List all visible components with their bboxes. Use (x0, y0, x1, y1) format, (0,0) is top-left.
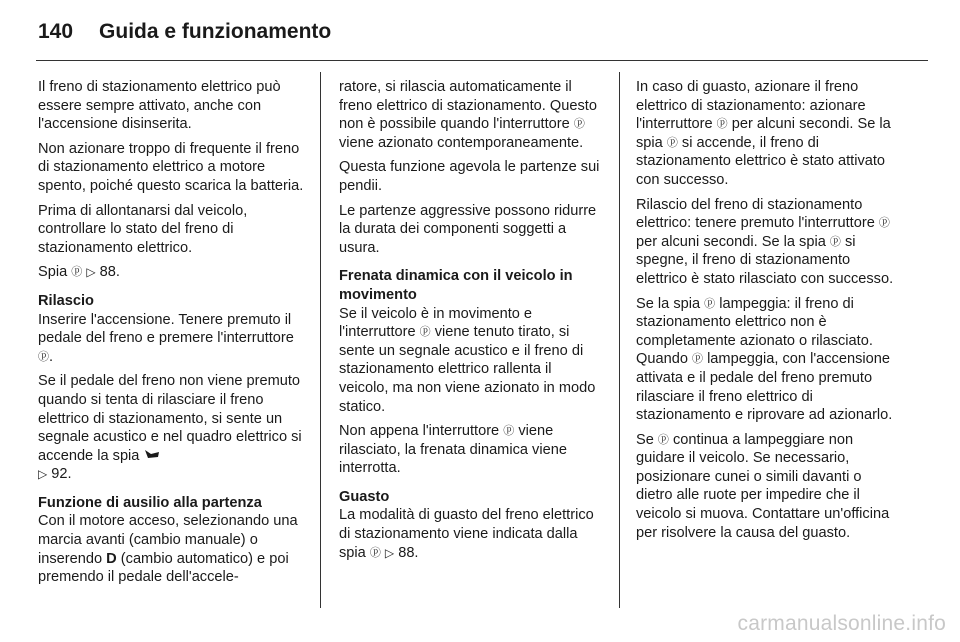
text: Se il pedale del freno non viene premuto quando si tenta di rilasciare il freno elettrico di stazionamento, si sente un segnale acustico e nel quadro elettrico si accende la spia (38, 373, 302, 464)
paragraph (38, 263, 304, 282)
column-3 (636, 78, 902, 548)
text: 88. (398, 544, 419, 561)
text: lampeggia, con l'accensione attivata e il pedale del freno premuto rilasciare il freno elettrico di stazionamento e riprovare ad azionarlo. (636, 351, 893, 424)
text: Con il motore acceso, selezionando una marcia avanti (cambio manuale) o inserendo (38, 513, 298, 567)
page-header (38, 14, 331, 50)
text: Rilascio del freno di stazionamento elettrico: tenere premuto l'interruttore (636, 196, 875, 232)
text: si spegne, il freno di stazionamento elettrico è stato rilasciato con successo. (636, 233, 894, 287)
warning-light-icon (143, 448, 161, 464)
parking-brake-icon: ⓟ (71, 266, 83, 279)
text-bold: D (106, 550, 117, 567)
paragraph (636, 196, 902, 289)
parking-brake-icon: ⓟ (829, 235, 841, 248)
text: Inserire l'accensione. Tenere premuto il pedale del freno e premere l'interruttore (38, 311, 294, 347)
parking-brake-icon: ⓟ (666, 136, 678, 149)
text: ratore, si rilascia automaticamente il freno elettrico di stazionamento. Questo non è possibile quando l'interruttore (339, 79, 597, 133)
text: Spia (38, 264, 68, 281)
section-heading-rilascio: Rilascio (38, 292, 94, 309)
text: Se (636, 431, 654, 448)
paragraph (38, 311, 304, 367)
fault-warning-icon: ⓟ (369, 546, 381, 559)
parking-brake-icon: ⓟ (704, 297, 716, 310)
parking-brake-icon: ⓟ (878, 217, 890, 230)
paragraph (636, 78, 902, 190)
paragraph (339, 78, 605, 152)
text: per alcuni secondi. Se la spia (636, 233, 826, 250)
text: Non appena l'interruttore (339, 423, 500, 440)
text: Se la spia (636, 295, 701, 312)
section-heading-guasto: Guasto (339, 488, 390, 505)
page-reference-icon: ▷ (384, 545, 395, 560)
page-number: 140 (38, 20, 74, 43)
text: In caso di guasto, azionare il freno elettrico di stazionamento: azionare l'interruttore (636, 79, 866, 133)
paragraph: Questa funzione agevola le partenze sui pendii. (339, 159, 600, 194)
text: (cambio automatico) e poi premendo il pedale dell'accele- (38, 550, 289, 586)
paragraph: Non azionare troppo di frequente il freno di stazionamento elettrico a motore spento, poiché questo scarica la batteria. (38, 140, 304, 194)
paragraph (38, 372, 304, 484)
column-1 (38, 78, 304, 593)
page-reference-icon: ▷ (86, 265, 96, 280)
parking-brake-icon: ⓟ (419, 326, 431, 339)
text: Se il veicolo è in movimento e l'interruttore (339, 305, 533, 341)
column-divider-2 (619, 72, 620, 608)
parking-brake-icon: ⓟ (503, 425, 515, 438)
text: 92. (51, 466, 72, 483)
section-heading-frenata: Frenata dinamica con il veicolo in movimento (339, 268, 573, 303)
parking-brake-icon: ⓟ (716, 118, 728, 131)
text: viene rilasciato, la frenata dinamica viene interrotta. (339, 423, 567, 477)
parking-brake-icon: ⓟ (573, 118, 585, 131)
text: per alcuni secondi. Se la spia (636, 116, 891, 151)
parking-brake-icon: ⓟ (692, 353, 703, 366)
text: viene tenuto tirato, si sente un segnale acustico e il freno di stazionamento elettrico rallenta il veicolo, ma non viene azionato in modo statico. (339, 324, 596, 415)
paragraph (339, 422, 605, 478)
text: viene azionato contemporaneamente. (339, 134, 584, 151)
text: . (49, 348, 54, 365)
watermark: carmanualsonline.info (737, 612, 946, 635)
paragraph (339, 506, 605, 562)
paragraph: Il freno di stazionamento elettrico può essere sempre attivato, anche con l'accensione disinserita. (38, 79, 281, 133)
text: si accende, il freno di stazionamento elettrico è stato attivato con successo. (636, 134, 886, 188)
paragraph: Le partenze aggressive possono ridurre la durata dei componenti soggetti a usura. (339, 202, 597, 256)
column-2 (339, 78, 605, 568)
parking-brake-icon: ⓟ (657, 433, 669, 446)
text: 88. (99, 264, 120, 281)
paragraph (339, 305, 605, 417)
page-reference-icon: ▷ (38, 467, 48, 482)
text: lampeggia: il freno di stazionamento elettrico non è completamente azionato o rilasciato. Quando (636, 295, 873, 368)
paragraph (636, 431, 902, 543)
text: continua a lampeggiare non guidare il veicolo. Se necessario, posizionare cunei o simili davanti o dietro alle ruote per impedire che il veicolo si muova. Contattare un'officina per risolvere la causa del guasto. (636, 431, 890, 541)
parking-brake-icon: ⓟ (38, 350, 49, 363)
text: La modalità di guasto del freno elettrico di stazionamento viene indicata dalla spia (339, 507, 594, 561)
column-divider-1 (320, 72, 321, 608)
paragraph: Prima di allontanarsi dal veicolo, controllare lo stato del freno di stazionamento elettrico. (38, 202, 248, 256)
paragraph (38, 512, 304, 586)
header-rule (36, 60, 928, 61)
section-heading-ausilio: Funzione di ausilio alla partenza (38, 494, 262, 511)
paragraph (636, 295, 902, 425)
page-title: Guida e funzionamento (99, 20, 332, 43)
